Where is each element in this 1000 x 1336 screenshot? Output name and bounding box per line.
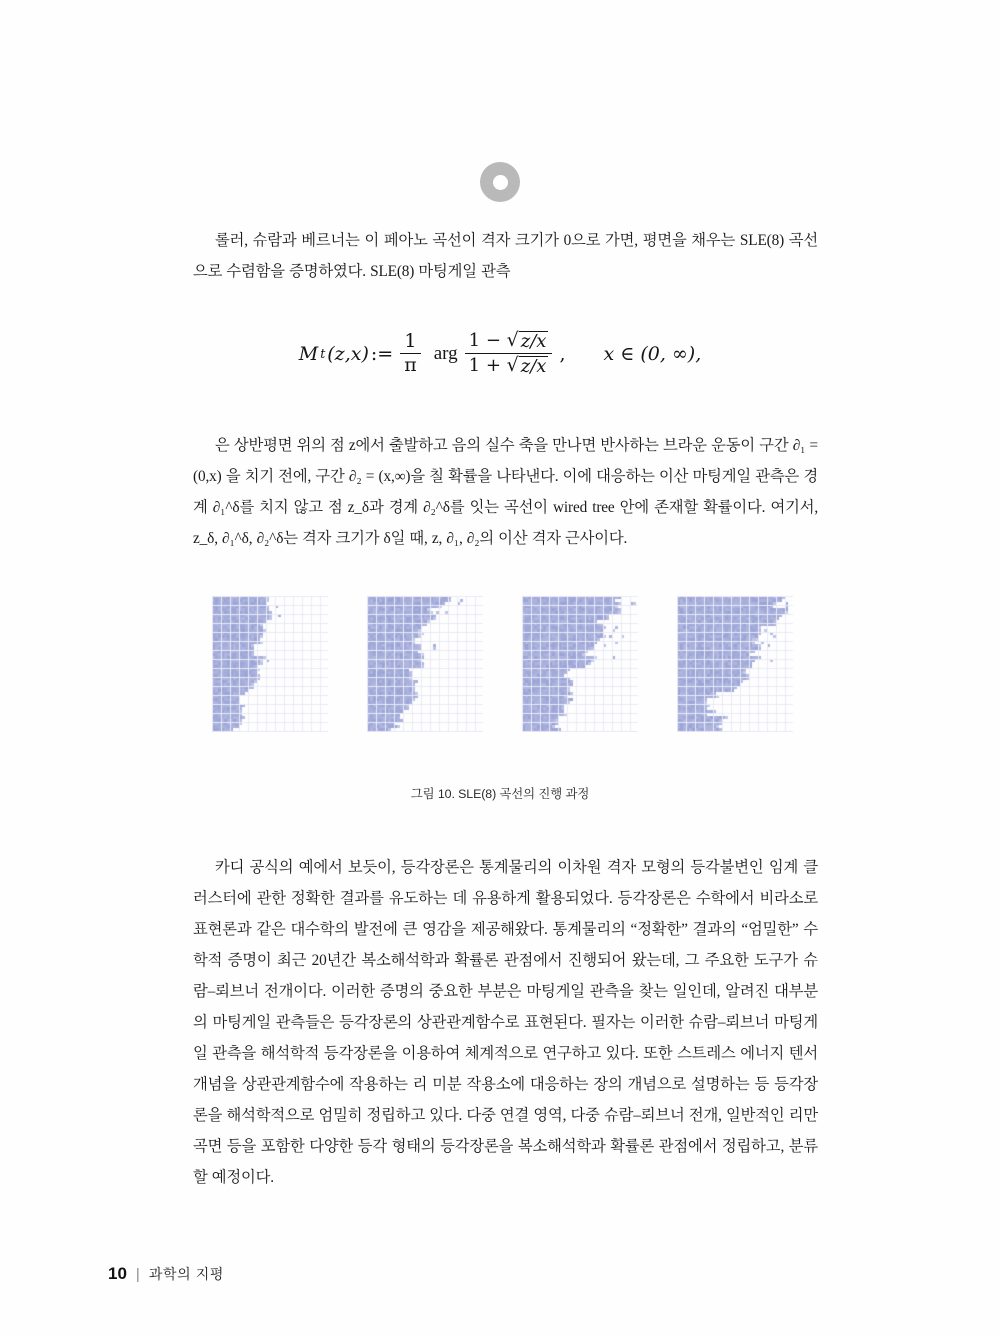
lower-text-column <box>193 852 818 1193</box>
panel-step-4 <box>673 592 793 732</box>
panel-step-2 <box>363 592 483 732</box>
formula-martingale-observable <box>299 330 702 377</box>
denominator-radicand: z/x <box>520 356 547 378</box>
formula-comma: , <box>559 342 566 365</box>
fractal-canvas-4 <box>673 592 793 732</box>
numerator-lead: 1 − <box>468 330 501 351</box>
panel-step-3 <box>518 592 638 732</box>
paragraph-after-formula: 은 상반평면 위의 점 z에서 출발하고 음의 실수 축을 만나면 반사하는 브라운 운동이 구간 ∂₁ = (0,x) 을 치기 전에, 구간 ∂₂ = (x,∞)을 칠 확률을 나타낸다. 이에 대응하는 이산 마팅게일 관측은 경계 ∂₁^δ를 치지 않고 점 z_δ과 경계 ∂₂^δ를 잇는 곡선이 wired tree 안에 존재할 확률이다. 여기서, z_δ, ∂₁^δ, ∂₂^δ는 격자 크기가 δ일 때, z, ∂₁, ∂₂의 이산 격자 근사이다. <box>193 437 818 547</box>
fractal-canvas-3 <box>518 592 638 732</box>
display-formula <box>0 330 1000 377</box>
denominator-lead: 1 + <box>468 355 501 377</box>
upper-text-column <box>193 225 818 287</box>
formula-lhs-arguments: (z,x) <box>327 342 369 365</box>
paragraph-intro: 롤러, 슈람과 베르너는 이 페아노 곡선이 격자 크기가 0으로 가면, 평면을 채우는 SLE(8) 곡선으로 수렴함을 증명하였다. SLE(8) 마팅게일 관측 <box>193 232 818 280</box>
radical-sign: √ <box>506 354 519 377</box>
footer-page-number: 10 <box>108 1264 127 1283</box>
donut-circle-icon <box>480 162 520 202</box>
numerator-radicand: z/x <box>520 331 547 352</box>
figure-block <box>0 592 1000 802</box>
formula-main-fraction <box>465 330 553 377</box>
formula-domain-condition: x ∈ (0, ∞), <box>603 342 702 365</box>
formula-main-numerator <box>465 330 553 353</box>
page-footer <box>108 1264 224 1284</box>
fractal-canvas-2 <box>363 592 483 732</box>
formula-lhs-symbol: M <box>298 342 319 365</box>
section-ornament <box>0 162 1000 202</box>
numerator-radical <box>507 330 549 352</box>
formula-assign-operator: := <box>370 342 394 365</box>
figure-caption: 그림 10. SLE(8) 곡선의 진행 과정 <box>410 787 590 801</box>
formula-arg-operator: arg <box>433 342 458 364</box>
formula-lhs-subscript: t <box>320 346 326 362</box>
denominator-radical <box>507 355 549 377</box>
formula-coefficient-fraction <box>400 331 421 377</box>
footer-publication-name: 과학의 지평 <box>148 1266 224 1282</box>
panel-step-1 <box>208 592 328 732</box>
paragraph-conclusion: 카디 공식의 예에서 보듯이, 등각장론은 통계물리의 이차원 격자 모형의 등각불변인 임계 클러스터에 관한 정확한 결과를 유도하는 데 유용하게 활용되었다. 등각장론은 수학에서 비라소로 표현론과 같은 대수학의 발전에 큰 영감을 제공해왔다. 통계물리의 “정확한” 결과의 “엄밀한” 수학적 증명이 최근 20년간 복소해석학과 확률론 관점에서 진행되어 왔는데, 그 주요한 도구가 슈람–뢰브너 전개이다. 이러한 증명의 중요한 부분은 마팅게일 관측을 찾는 일인데, 알려진 대부분의 마팅게일 관측들은 등각장론의 상관관계함수로 표현된다. 필자는 이러한 슈람–뢰브너 마팅게일 관측을 해석학적 등각장론을 이용하여 체계적으로 연구하고 있다. 또한 스트레스 에너지 텐서 개념을 상관관계함수에 작용하는 리 미분 작용소에 대응하는 장의 개념으로 설명하는 등 등각장론을 해석학적으로 엄밀히 정립하고 있다. 다중 연결 영역, 다중 슈람–뢰브너 전개, 일반적인 리만 곡면 등을 포함한 다양한 등각 형태의 등각장론을 복소해석학과 확률론 관점에서 정립하고, 분류할 예정이다. <box>193 859 818 1186</box>
formula-coefficient-numerator: 1 <box>404 329 417 352</box>
fractal-canvas-1 <box>208 592 328 732</box>
middle-text-column <box>193 430 818 554</box>
formula-coefficient-denominator: π <box>404 354 417 377</box>
footer-separator: | <box>135 1266 140 1283</box>
figure-panels <box>0 592 1000 732</box>
formula-main-denominator <box>465 354 553 377</box>
radical-sign: √ <box>506 329 519 351</box>
